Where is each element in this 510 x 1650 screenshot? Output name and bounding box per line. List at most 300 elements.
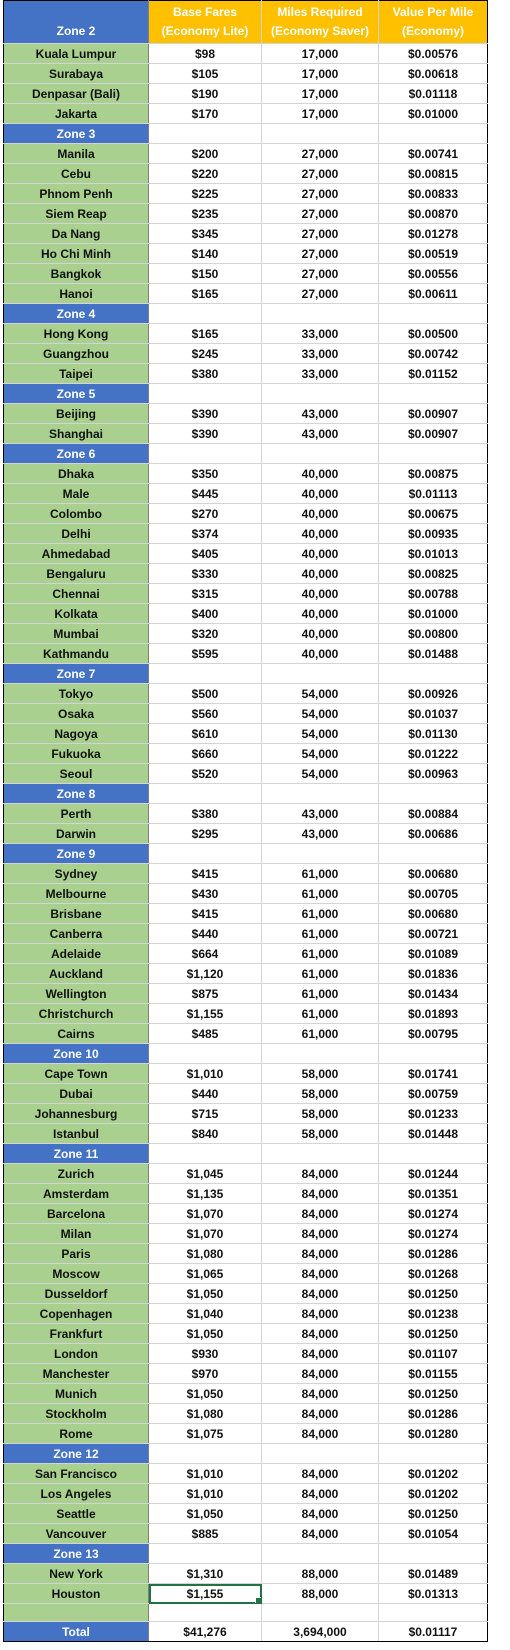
zone-label-cell[interactable]: Zone 12 <box>4 1444 149 1464</box>
city-cell[interactable]: Amsterdam <box>4 1184 149 1204</box>
value-per-mile-cell[interactable]: $0.00500 <box>379 324 488 344</box>
zone-label-cell[interactable]: Zone 10 <box>4 1044 149 1064</box>
base-fare-cell[interactable]: $1,065 <box>149 1264 262 1284</box>
empty-cell[interactable] <box>262 784 379 804</box>
empty-cell[interactable] <box>379 844 488 864</box>
zone-label-cell[interactable]: Zone 8 <box>4 784 149 804</box>
base-fare-cell[interactable]: $1,135 <box>149 1184 262 1204</box>
miles-cell[interactable]: 84,000 <box>262 1424 379 1444</box>
city-cell[interactable]: Brisbane <box>4 904 149 924</box>
city-cell[interactable]: San Francisco <box>4 1464 149 1484</box>
value-per-mile-cell[interactable]: $0.01244 <box>379 1164 488 1184</box>
city-cell[interactable]: Seoul <box>4 764 149 784</box>
empty-cell[interactable] <box>379 1604 488 1622</box>
base-fare-cell[interactable]: $400 <box>149 604 262 624</box>
base-fare-cell[interactable]: $390 <box>149 404 262 424</box>
city-cell[interactable]: Phnom Penh <box>4 184 149 204</box>
empty-cell[interactable] <box>149 1544 262 1564</box>
miles-cell[interactable]: 84,000 <box>262 1364 379 1384</box>
value-per-mile-cell[interactable]: $0.00576 <box>379 44 488 64</box>
city-cell[interactable]: Fukuoka <box>4 744 149 764</box>
value-per-mile-cell[interactable]: $0.01313 <box>379 1584 488 1604</box>
miles-cell[interactable]: 61,000 <box>262 904 379 924</box>
base-fare-cell[interactable]: $1,050 <box>149 1384 262 1404</box>
city-cell[interactable]: Chennai <box>4 584 149 604</box>
city-cell[interactable]: Istanbul <box>4 1124 149 1144</box>
value-per-mile-cell[interactable]: $0.01152 <box>379 364 488 384</box>
base-fare-cell[interactable]: $664 <box>149 944 262 964</box>
value-per-mile-cell[interactable]: $0.01250 <box>379 1324 488 1344</box>
value-per-mile-cell[interactable]: $0.00556 <box>379 264 488 284</box>
value-per-mile-cell[interactable]: $0.00705 <box>379 884 488 904</box>
base-fare-cell[interactable]: $320 <box>149 624 262 644</box>
base-fare-cell[interactable]: $1,310 <box>149 1564 262 1584</box>
city-cell[interactable]: Taipei <box>4 364 149 384</box>
value-per-mile-cell[interactable]: $0.01130 <box>379 724 488 744</box>
miles-cell[interactable]: 88,000 <box>262 1564 379 1584</box>
city-cell[interactable]: Zurich <box>4 1164 149 1184</box>
miles-cell[interactable]: 84,000 <box>262 1164 379 1184</box>
city-cell[interactable]: New York <box>4 1564 149 1584</box>
miles-cell[interactable]: 54,000 <box>262 724 379 744</box>
miles-cell[interactable]: 40,000 <box>262 524 379 544</box>
city-cell[interactable]: Melbourne <box>4 884 149 904</box>
base-fare-cell[interactable]: $560 <box>149 704 262 724</box>
value-per-mile-cell[interactable]: $0.01250 <box>379 1284 488 1304</box>
value-per-mile-cell[interactable]: $0.01434 <box>379 984 488 1004</box>
base-fare-cell[interactable]: $445 <box>149 484 262 504</box>
city-cell[interactable]: Kuala Lumpur <box>4 44 149 64</box>
city-cell[interactable]: Frankfurt <box>4 1324 149 1344</box>
miles-cell[interactable]: 17,000 <box>262 64 379 84</box>
city-cell[interactable]: Nagoya <box>4 724 149 744</box>
header-value-per-mile[interactable] <box>379 1 488 44</box>
empty-cell[interactable] <box>149 1144 262 1164</box>
base-fare-cell[interactable]: $140 <box>149 244 262 264</box>
empty-cell[interactable] <box>379 784 488 804</box>
total-label-cell[interactable]: Total <box>4 1622 149 1642</box>
miles-cell[interactable]: 43,000 <box>262 424 379 444</box>
empty-cell[interactable] <box>379 664 488 684</box>
city-cell[interactable]: Ho Chi Minh <box>4 244 149 264</box>
city-cell[interactable]: Bengaluru <box>4 564 149 584</box>
city-cell[interactable]: Moscow <box>4 1264 149 1284</box>
base-fare-cell[interactable]: $315 <box>149 584 262 604</box>
empty-cell[interactable] <box>149 1604 262 1622</box>
empty-cell[interactable] <box>4 1604 149 1622</box>
city-cell[interactable]: Cebu <box>4 164 149 184</box>
miles-cell[interactable]: 84,000 <box>262 1524 379 1544</box>
value-per-mile-cell[interactable]: $0.01155 <box>379 1364 488 1384</box>
city-cell[interactable]: Hanoi <box>4 284 149 304</box>
base-fare-cell[interactable]: $330 <box>149 564 262 584</box>
city-cell[interactable]: Darwin <box>4 824 149 844</box>
base-fare-cell[interactable]: $1,010 <box>149 1464 262 1484</box>
city-cell[interactable]: Munich <box>4 1384 149 1404</box>
total-miles-cell[interactable]: 3,694,000 <box>262 1622 379 1642</box>
value-per-mile-cell[interactable]: $0.01202 <box>379 1484 488 1504</box>
value-per-mile-cell[interactable]: $0.01202 <box>379 1464 488 1484</box>
empty-cell[interactable] <box>379 124 488 144</box>
value-per-mile-cell[interactable]: $0.00870 <box>379 204 488 224</box>
miles-cell[interactable]: 54,000 <box>262 744 379 764</box>
value-per-mile-cell[interactable]: $0.01089 <box>379 944 488 964</box>
value-per-mile-cell[interactable]: $0.01741 <box>379 1064 488 1084</box>
city-cell[interactable]: Houston <box>4 1584 149 1604</box>
miles-cell[interactable]: 84,000 <box>262 1324 379 1344</box>
base-fare-cell[interactable]: $350 <box>149 464 262 484</box>
miles-cell[interactable]: 40,000 <box>262 504 379 524</box>
base-fare-cell[interactable]: $415 <box>149 904 262 924</box>
base-fare-cell[interactable]: $1,040 <box>149 1304 262 1324</box>
base-fare-cell[interactable]: $1,050 <box>149 1504 262 1524</box>
empty-cell[interactable] <box>149 664 262 684</box>
value-per-mile-cell[interactable]: $0.00680 <box>379 864 488 884</box>
base-fare-cell[interactable]: $200 <box>149 144 262 164</box>
miles-cell[interactable]: 54,000 <box>262 764 379 784</box>
fill-handle[interactable] <box>255 1597 262 1604</box>
miles-cell[interactable]: 84,000 <box>262 1384 379 1404</box>
empty-cell[interactable] <box>262 444 379 464</box>
miles-cell[interactable]: 27,000 <box>262 204 379 224</box>
value-per-mile-cell[interactable]: $0.00935 <box>379 524 488 544</box>
miles-cell[interactable]: 84,000 <box>262 1304 379 1324</box>
empty-cell[interactable] <box>379 1044 488 1064</box>
city-cell[interactable]: Beijing <box>4 404 149 424</box>
value-per-mile-cell[interactable]: $0.01113 <box>379 484 488 504</box>
zone-label-cell[interactable]: Zone 6 <box>4 444 149 464</box>
miles-cell[interactable]: 61,000 <box>262 984 379 1004</box>
header-base-fares[interactable] <box>149 1 262 44</box>
empty-cell[interactable] <box>379 1544 488 1564</box>
base-fare-cell[interactable]: $970 <box>149 1364 262 1384</box>
city-cell[interactable]: Christchurch <box>4 1004 149 1024</box>
value-per-mile-cell[interactable]: $0.00680 <box>379 904 488 924</box>
value-per-mile-cell[interactable]: $0.01488 <box>379 644 488 664</box>
city-cell[interactable]: Stockholm <box>4 1404 149 1424</box>
miles-cell[interactable]: 61,000 <box>262 1024 379 1044</box>
empty-cell[interactable] <box>262 1544 379 1564</box>
empty-cell[interactable] <box>262 1444 379 1464</box>
empty-cell[interactable] <box>149 1044 262 1064</box>
miles-cell[interactable]: 43,000 <box>262 824 379 844</box>
total-value-per-mile-cell[interactable]: $0.01117 <box>379 1622 488 1642</box>
miles-cell[interactable]: 84,000 <box>262 1184 379 1204</box>
base-fare-cell[interactable]: $715 <box>149 1104 262 1124</box>
zone-label-cell[interactable]: Zone 3 <box>4 124 149 144</box>
base-fare-cell[interactable]: $520 <box>149 764 262 784</box>
miles-cell[interactable]: 84,000 <box>262 1464 379 1484</box>
city-cell[interactable]: Vancouver <box>4 1524 149 1544</box>
city-cell[interactable]: Perth <box>4 804 149 824</box>
empty-cell[interactable] <box>262 1144 379 1164</box>
value-per-mile-cell[interactable]: $0.01233 <box>379 1104 488 1124</box>
value-per-mile-cell[interactable]: $0.01054 <box>379 1524 488 1544</box>
empty-cell[interactable] <box>262 664 379 684</box>
miles-cell[interactable]: 61,000 <box>262 864 379 884</box>
miles-cell[interactable]: 84,000 <box>262 1504 379 1524</box>
base-fare-cell[interactable]: $165 <box>149 284 262 304</box>
city-cell[interactable]: Denpasar (Bali) <box>4 84 149 104</box>
city-cell[interactable]: Manila <box>4 144 149 164</box>
base-fare-cell[interactable]: $1,070 <box>149 1204 262 1224</box>
base-fare-cell[interactable]: $98 <box>149 44 262 64</box>
empty-cell[interactable] <box>149 1444 262 1464</box>
empty-cell[interactable] <box>379 1144 488 1164</box>
city-cell[interactable]: Barcelona <box>4 1204 149 1224</box>
city-cell[interactable]: Guangzhou <box>4 344 149 364</box>
value-per-mile-cell[interactable]: $0.01274 <box>379 1224 488 1244</box>
empty-cell[interactable] <box>149 784 262 804</box>
base-fare-cell[interactable]: $165 <box>149 324 262 344</box>
city-cell[interactable]: Kathmandu <box>4 644 149 664</box>
base-fare-cell[interactable]: $500 <box>149 684 262 704</box>
miles-cell[interactable]: 61,000 <box>262 884 379 904</box>
empty-cell[interactable] <box>149 844 262 864</box>
value-per-mile-cell[interactable]: $0.00519 <box>379 244 488 264</box>
value-per-mile-cell[interactable]: $0.01351 <box>379 1184 488 1204</box>
miles-cell[interactable]: 27,000 <box>262 224 379 244</box>
miles-cell[interactable]: 33,000 <box>262 324 379 344</box>
base-fare-cell[interactable]: $170 <box>149 104 262 124</box>
empty-cell[interactable] <box>149 444 262 464</box>
miles-cell[interactable]: 61,000 <box>262 944 379 964</box>
value-per-mile-cell[interactable]: $0.00795 <box>379 1024 488 1044</box>
miles-cell[interactable]: 84,000 <box>262 1404 379 1424</box>
value-per-mile-cell[interactable]: $0.01118 <box>379 84 488 104</box>
value-per-mile-cell[interactable]: $0.00926 <box>379 684 488 704</box>
base-fare-cell[interactable]: $245 <box>149 344 262 364</box>
value-per-mile-cell[interactable]: $0.01489 <box>379 1564 488 1584</box>
city-cell[interactable]: Male <box>4 484 149 504</box>
base-fare-cell[interactable]: $1,080 <box>149 1404 262 1424</box>
city-cell[interactable]: Cape Town <box>4 1064 149 1084</box>
miles-cell[interactable]: 17,000 <box>262 104 379 124</box>
value-per-mile-cell[interactable]: $0.01238 <box>379 1304 488 1324</box>
miles-cell[interactable]: 54,000 <box>262 684 379 704</box>
base-fare-cell[interactable]: $190 <box>149 84 262 104</box>
miles-cell[interactable]: 84,000 <box>262 1484 379 1504</box>
miles-cell[interactable]: 33,000 <box>262 364 379 384</box>
base-fare-cell[interactable]: $380 <box>149 804 262 824</box>
empty-cell[interactable] <box>262 1604 379 1622</box>
city-cell[interactable]: Mumbai <box>4 624 149 644</box>
value-per-mile-cell[interactable]: $0.00618 <box>379 64 488 84</box>
empty-cell[interactable] <box>262 384 379 404</box>
miles-cell[interactable]: 58,000 <box>262 1104 379 1124</box>
city-cell[interactable]: Ahmedabad <box>4 544 149 564</box>
city-cell[interactable]: Los Angeles <box>4 1484 149 1504</box>
city-cell[interactable]: Delhi <box>4 524 149 544</box>
miles-cell[interactable]: 17,000 <box>262 84 379 104</box>
empty-cell[interactable] <box>262 304 379 324</box>
miles-cell[interactable]: 84,000 <box>262 1284 379 1304</box>
base-fare-cell[interactable]: $885 <box>149 1524 262 1544</box>
base-fare-cell[interactable]: $374 <box>149 524 262 544</box>
miles-cell[interactable]: 27,000 <box>262 264 379 284</box>
value-per-mile-cell[interactable]: $0.00907 <box>379 404 488 424</box>
city-cell[interactable]: Surabaya <box>4 64 149 84</box>
base-fare-cell[interactable]: $840 <box>149 1124 262 1144</box>
base-fare-cell[interactable]: $930 <box>149 1344 262 1364</box>
miles-cell[interactable]: 58,000 <box>262 1084 379 1104</box>
base-fare-cell[interactable]: $610 <box>149 724 262 744</box>
base-fare-cell[interactable]: $440 <box>149 924 262 944</box>
city-cell[interactable]: London <box>4 1344 149 1364</box>
base-fare-cell[interactable]: $1,080 <box>149 1244 262 1264</box>
miles-cell[interactable]: 33,000 <box>262 344 379 364</box>
base-fare-cell[interactable]: $415 <box>149 864 262 884</box>
base-fare-cell[interactable]: $1,050 <box>149 1284 262 1304</box>
miles-cell[interactable]: 27,000 <box>262 284 379 304</box>
miles-cell[interactable]: 61,000 <box>262 1004 379 1024</box>
base-fare-cell[interactable]: $105 <box>149 64 262 84</box>
value-per-mile-cell[interactable]: $0.00833 <box>379 184 488 204</box>
miles-cell[interactable]: 40,000 <box>262 624 379 644</box>
miles-cell[interactable]: 27,000 <box>262 184 379 204</box>
city-cell[interactable]: Johannesburg <box>4 1104 149 1124</box>
city-cell[interactable]: Milan <box>4 1224 149 1244</box>
miles-cell[interactable]: 88,000 <box>262 1584 379 1604</box>
base-fare-cell[interactable]: $1,045 <box>149 1164 262 1184</box>
zone-label-cell[interactable]: Zone 4 <box>4 304 149 324</box>
header-miles-required[interactable] <box>262 1 379 44</box>
city-cell[interactable]: Paris <box>4 1244 149 1264</box>
city-cell[interactable]: Tokyo <box>4 684 149 704</box>
city-cell[interactable]: Dhaka <box>4 464 149 484</box>
header-zone-2[interactable]: Zone 2 <box>4 1 149 44</box>
base-fare-cell[interactable]: $405 <box>149 544 262 564</box>
value-per-mile-cell[interactable]: $0.01268 <box>379 1264 488 1284</box>
value-per-mile-cell[interactable]: $0.01250 <box>379 1504 488 1524</box>
value-per-mile-cell[interactable]: $0.01274 <box>379 1204 488 1224</box>
city-cell[interactable]: Da Nang <box>4 224 149 244</box>
miles-cell[interactable]: 17,000 <box>262 44 379 64</box>
miles-cell[interactable]: 84,000 <box>262 1264 379 1284</box>
base-fare-cell[interactable]: $380 <box>149 364 262 384</box>
base-fare-cell[interactable]: $660 <box>149 744 262 764</box>
city-cell[interactable]: Canberra <box>4 924 149 944</box>
miles-cell[interactable]: 84,000 <box>262 1224 379 1244</box>
value-per-mile-cell[interactable]: $0.01107 <box>379 1344 488 1364</box>
city-cell[interactable]: Cairns <box>4 1024 149 1044</box>
base-fare-cell[interactable]: $390 <box>149 424 262 444</box>
base-fare-cell[interactable]: $1,070 <box>149 1224 262 1244</box>
empty-cell[interactable] <box>149 384 262 404</box>
zone-label-cell[interactable]: Zone 13 <box>4 1544 149 1564</box>
zone-label-cell[interactable]: Zone 7 <box>4 664 149 684</box>
city-cell[interactable]: Bangkok <box>4 264 149 284</box>
value-per-mile-cell[interactable]: $0.00963 <box>379 764 488 784</box>
base-fare-cell[interactable]: $440 <box>149 1084 262 1104</box>
city-cell[interactable]: Seattle <box>4 1504 149 1524</box>
empty-cell[interactable] <box>379 384 488 404</box>
city-cell[interactable]: Dubai <box>4 1084 149 1104</box>
empty-cell[interactable] <box>262 124 379 144</box>
base-fare-cell[interactable]: $270 <box>149 504 262 524</box>
empty-cell[interactable] <box>149 124 262 144</box>
miles-cell[interactable]: 27,000 <box>262 164 379 184</box>
city-cell[interactable]: Hong Kong <box>4 324 149 344</box>
base-fare-cell[interactable]: $295 <box>149 824 262 844</box>
value-per-mile-cell[interactable]: $0.00759 <box>379 1084 488 1104</box>
city-cell[interactable]: Manchester <box>4 1364 149 1384</box>
value-per-mile-cell[interactable]: $0.01286 <box>379 1404 488 1424</box>
miles-cell[interactable]: 43,000 <box>262 804 379 824</box>
value-per-mile-cell[interactable]: $0.01278 <box>379 224 488 244</box>
city-cell[interactable]: Kolkata <box>4 604 149 624</box>
value-per-mile-cell[interactable]: $0.00825 <box>379 564 488 584</box>
zone-label-cell[interactable]: Zone 11 <box>4 1144 149 1164</box>
base-fare-cell[interactable]: $1,010 <box>149 1484 262 1504</box>
base-fare-cell[interactable]: $235 <box>149 204 262 224</box>
value-per-mile-cell[interactable]: $0.00815 <box>379 164 488 184</box>
city-cell[interactable]: Copenhagen <box>4 1304 149 1324</box>
value-per-mile-cell[interactable]: $0.01448 <box>379 1124 488 1144</box>
base-fare-cell[interactable]: $1,155 <box>149 1004 262 1024</box>
miles-cell[interactable]: 54,000 <box>262 704 379 724</box>
value-per-mile-cell[interactable]: $0.01250 <box>379 1384 488 1404</box>
city-cell[interactable]: Siem Reap <box>4 204 149 224</box>
value-per-mile-cell[interactable]: $0.00611 <box>379 284 488 304</box>
value-per-mile-cell[interactable]: $0.01836 <box>379 964 488 984</box>
miles-cell[interactable]: 27,000 <box>262 244 379 264</box>
miles-cell[interactable]: 84,000 <box>262 1344 379 1364</box>
value-per-mile-cell[interactable]: $0.01013 <box>379 544 488 564</box>
value-per-mile-cell[interactable]: $0.00788 <box>379 584 488 604</box>
base-fare-cell[interactable]: $150 <box>149 264 262 284</box>
value-per-mile-cell[interactable]: $0.01037 <box>379 704 488 724</box>
miles-cell[interactable]: 40,000 <box>262 584 379 604</box>
miles-cell[interactable]: 43,000 <box>262 404 379 424</box>
miles-cell[interactable]: 27,000 <box>262 144 379 164</box>
base-fare-cell[interactable]: $1,075 <box>149 1424 262 1444</box>
empty-cell[interactable] <box>262 844 379 864</box>
city-cell[interactable]: Wellington <box>4 984 149 1004</box>
city-cell[interactable]: Osaka <box>4 704 149 724</box>
value-per-mile-cell[interactable]: $0.00800 <box>379 624 488 644</box>
city-cell[interactable]: Colombo <box>4 504 149 524</box>
value-per-mile-cell[interactable]: $0.01280 <box>379 1424 488 1444</box>
miles-cell[interactable]: 40,000 <box>262 564 379 584</box>
base-fare-cell[interactable]: $1,010 <box>149 1064 262 1084</box>
base-fare-cell[interactable]: $1,120 <box>149 964 262 984</box>
miles-cell[interactable]: 84,000 <box>262 1204 379 1224</box>
city-cell[interactable]: Shanghai <box>4 424 149 444</box>
value-per-mile-cell[interactable]: $0.01000 <box>379 604 488 624</box>
empty-cell[interactable] <box>379 444 488 464</box>
miles-cell[interactable]: 61,000 <box>262 924 379 944</box>
base-fare-cell[interactable]: $1,050 <box>149 1324 262 1344</box>
miles-cell[interactable]: 40,000 <box>262 604 379 624</box>
base-fare-cell[interactable]: $875 <box>149 984 262 1004</box>
base-fare-cell[interactable]: $1,155 <box>149 1584 262 1604</box>
value-per-mile-cell[interactable]: $0.01000 <box>379 104 488 124</box>
empty-cell[interactable] <box>379 304 488 324</box>
miles-cell[interactable]: 40,000 <box>262 464 379 484</box>
value-per-mile-cell[interactable]: $0.00884 <box>379 804 488 824</box>
base-fare-cell[interactable]: $345 <box>149 224 262 244</box>
empty-cell[interactable] <box>149 304 262 324</box>
miles-cell[interactable]: 58,000 <box>262 1064 379 1084</box>
value-per-mile-cell[interactable]: $0.01893 <box>379 1004 488 1024</box>
value-per-mile-cell[interactable]: $0.00741 <box>379 144 488 164</box>
base-fare-cell[interactable]: $220 <box>149 164 262 184</box>
value-per-mile-cell[interactable]: $0.01286 <box>379 1244 488 1264</box>
city-cell[interactable]: Adelaide <box>4 944 149 964</box>
miles-cell[interactable]: 40,000 <box>262 544 379 564</box>
base-fare-cell[interactable]: $225 <box>149 184 262 204</box>
